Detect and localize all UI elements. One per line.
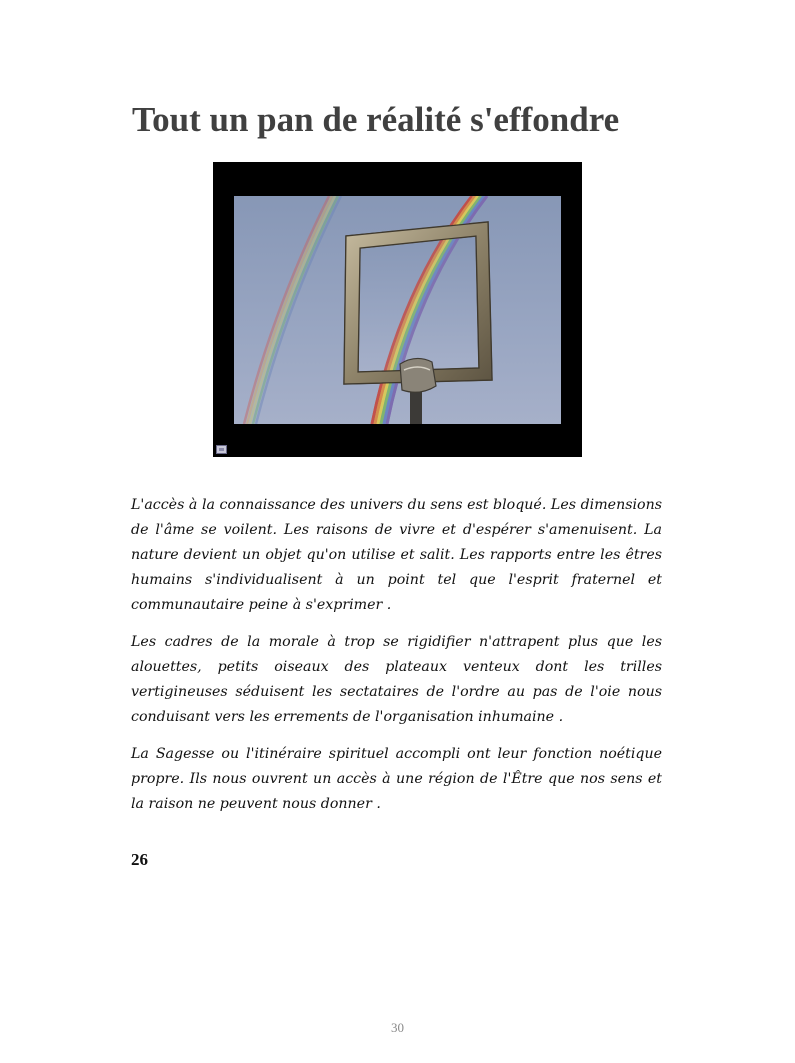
- paragraph: L'accès à la connaissance des univers du sens est bloqué. Les dimensions de l'âme se voilent. Les raisons de vivre et d'espérer s'amenuisent. La nature devient un objet qu'on utilise et salit. Les rapports entre les êtres humains s'individualisent à un point tel que l'esprit fraternel et communautaire peine à s'exprimer .: [131, 497, 662, 613]
- body-text: [131, 493, 662, 829]
- paragraph: Les cadres de la morale à trop se rigidifier n'attrapent plus que les alouettes, petits oiseaux des plateaux venteux dont les trilles vertigineuses séduisent les sectataires de l'ordre au pas de l'oie nous conduisant vers les errements de l'organisation inhumaine .: [131, 634, 662, 725]
- section-number: 26: [131, 850, 148, 869]
- page-number: 30: [391, 1020, 404, 1035]
- figure-frame: [213, 162, 582, 457]
- paragraph: La Sagesse ou l'itinéraire spirituel accompli ont leur fonction noétique propre. Ils nous ouvrent un accès à une région de l'Être que nos sens et la raison ne peuvent nous donner .: [131, 746, 662, 812]
- rainbow-frame-photo: [234, 196, 561, 424]
- image-placeholder-icon: [216, 445, 227, 454]
- page-title: Tout un pan de réalité s'effondre: [132, 100, 620, 139]
